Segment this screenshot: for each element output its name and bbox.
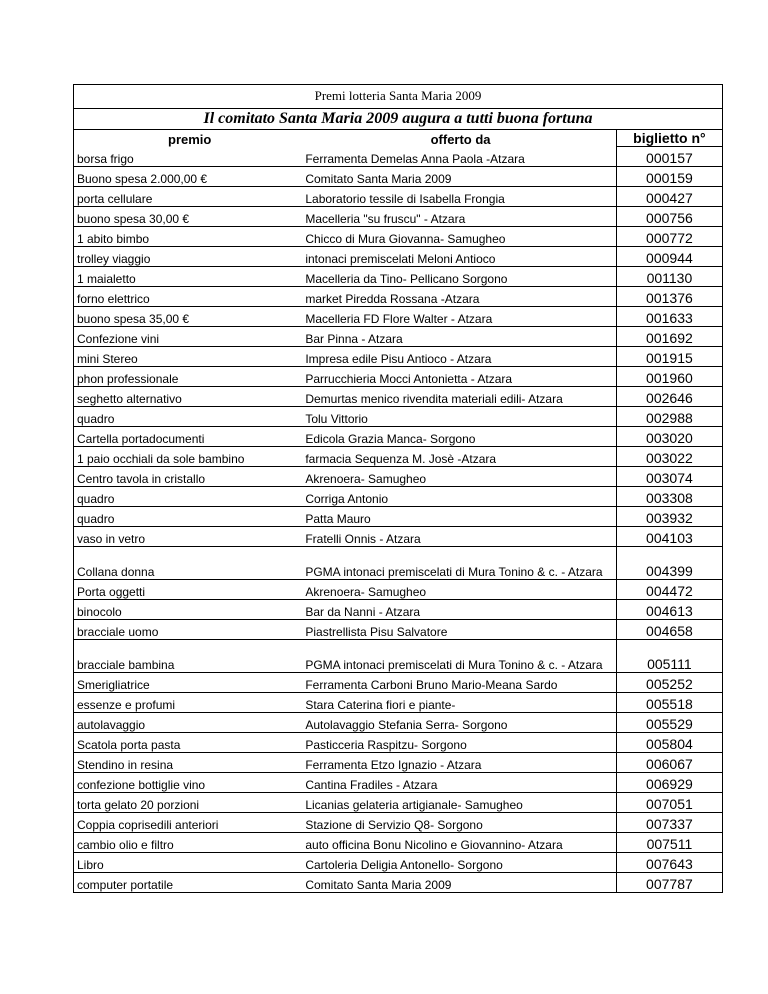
cell-offerto-da-text: Akrenoera- Samugheo — [305, 472, 427, 486]
cell-offerto-da-text: Parrucchieria Mocci Antonietta - Atzara — [305, 372, 513, 386]
cell-offerto-da — [302, 247, 616, 267]
cell-offerto-da-text: market Piredda Rossana -Atzara — [305, 292, 480, 306]
cell-offerto-da — [302, 793, 616, 813]
cell-premio: essenze e profumi — [74, 693, 303, 713]
cell-premio: mini Stereo — [74, 347, 303, 367]
cell-offerto-da — [302, 527, 616, 547]
sheet-subtitle: Il comitato Santa Maria 2009 augura a tutti buona fortuna — [73, 108, 723, 129]
cell-offerto-da-text: Piastrellista Pisu Salvatore — [305, 625, 448, 639]
cell-offerto-da-text: Laboratorio tessile di Isabella Frongia — [305, 192, 505, 206]
cell-premio: 1 paio occhiali da sole bambino — [74, 447, 303, 467]
cell-offerto-da — [302, 447, 616, 467]
cell-offerto-da-text: Impresa edile Pisu Antioco - Atzara — [305, 352, 492, 366]
cell-offerto-da — [302, 600, 616, 620]
table-row — [74, 347, 723, 367]
cell-offerto-da-text: Ferramenta Etzo Ignazio - Atzara — [305, 758, 482, 772]
cell-offerto-da-text: Chicco di Mura Giovanna- Samugheo — [305, 232, 506, 246]
cell-offerto-da-text: Ferramenta Carboni Bruno Mario-Meana Sardo — [305, 678, 558, 692]
cell-premio: Porta oggetti — [74, 580, 303, 600]
cell-premio: forno elettrico — [74, 287, 303, 307]
cell-biglietto: 004472 — [616, 580, 722, 600]
cell-premio: trolley viaggio — [74, 247, 303, 267]
column-header-biglietto: biglietto n° — [616, 130, 722, 147]
cell-biglietto: 003022 — [616, 447, 722, 467]
cell-offerto-da-text: Pasticceria Raspitzu- Sorgono — [305, 738, 467, 752]
table-row — [74, 367, 723, 387]
cell-offerto-da-text: Macelleria da Tino- Pellicano Sorgono — [305, 272, 508, 286]
cell-premio: borsa frigo — [74, 147, 303, 167]
cell-biglietto: 005518 — [616, 693, 722, 713]
cell-offerto-da — [302, 873, 616, 893]
column-header-offerto-da: offerto da — [302, 130, 616, 147]
table-row — [74, 147, 723, 167]
cell-premio: confezione bottiglie vino — [74, 773, 303, 793]
cell-premio: Coppia coprisedili anteriori — [74, 813, 303, 833]
cell-offerto-da — [302, 833, 616, 853]
cell-offerto-da-text: Comitato Santa Maria 2009 — [305, 172, 452, 186]
cell-biglietto: 002988 — [616, 407, 722, 427]
cell-biglietto: 006929 — [616, 773, 722, 793]
cell-offerto-da — [302, 547, 616, 580]
cell-biglietto: 000427 — [616, 187, 722, 207]
table-row — [74, 167, 723, 187]
cell-offerto-da-text: Patta Mauro — [305, 512, 371, 526]
cell-offerto-da — [302, 507, 616, 527]
table-row — [74, 227, 723, 247]
table-row — [74, 620, 723, 640]
cell-offerto-da-text: farmacia Sequenza M. Josè -Atzara — [305, 452, 497, 466]
table-row — [74, 673, 723, 693]
cell-biglietto: 003308 — [616, 487, 722, 507]
cell-offerto-da-text: Fratelli Onnis - Atzara — [305, 532, 421, 546]
table-row — [74, 813, 723, 833]
cell-offerto-da-text: Ferramenta Demelas Anna Paola -Atzara — [305, 152, 525, 166]
cell-premio: quadro — [74, 407, 303, 427]
prize-table — [73, 129, 723, 893]
cell-offerto-da-text: Comitato Santa Maria 2009 — [305, 878, 452, 892]
cell-offerto-da — [302, 407, 616, 427]
cell-offerto-da-text: Macelleria "su fruscu" - Atzara — [305, 212, 466, 226]
table-row — [74, 853, 723, 873]
cell-premio: vaso in vetro — [74, 527, 303, 547]
cell-biglietto: 005252 — [616, 673, 722, 693]
cell-offerto-da — [302, 580, 616, 600]
table-row — [74, 733, 723, 753]
cell-premio: quadro — [74, 507, 303, 527]
cell-offerto-da-text: Macelleria FD Flore Walter - Atzara — [305, 312, 493, 326]
cell-offerto-da — [302, 167, 616, 187]
cell-biglietto: 006067 — [616, 753, 722, 773]
cell-offerto-da — [302, 427, 616, 447]
cell-biglietto: 000756 — [616, 207, 722, 227]
cell-biglietto: 000944 — [616, 247, 722, 267]
cell-offerto-da — [302, 387, 616, 407]
table-row — [74, 600, 723, 620]
lottery-prize-sheet — [73, 84, 723, 893]
cell-premio: porta cellulare — [74, 187, 303, 207]
cell-biglietto: 005529 — [616, 713, 722, 733]
prize-table-body — [74, 147, 723, 893]
table-row — [74, 387, 723, 407]
cell-biglietto: 003020 — [616, 427, 722, 447]
cell-offerto-da-text: Corriga Antonio — [305, 492, 389, 506]
cell-biglietto: 007337 — [616, 813, 722, 833]
cell-premio: Confezione vini — [74, 327, 303, 347]
cell-offerto-da-text: PGMA intonaci premiscelati di Mura Tonino & c. - Atzara — [305, 565, 603, 579]
cell-premio: autolavaggio — [74, 713, 303, 733]
cell-offerto-da — [302, 620, 616, 640]
table-row — [74, 487, 723, 507]
cell-premio: phon professionale — [74, 367, 303, 387]
cell-offerto-da — [302, 467, 616, 487]
cell-biglietto: 001915 — [616, 347, 722, 367]
column-header-premio: premio — [74, 130, 303, 147]
cell-premio: 1 maialetto — [74, 267, 303, 287]
cell-biglietto: 007643 — [616, 853, 722, 873]
cell-biglietto: 000159 — [616, 167, 722, 187]
cell-offerto-da-text: Stara Caterina fiori e piante- — [305, 698, 456, 712]
cell-offerto-da — [302, 227, 616, 247]
table-row — [74, 527, 723, 547]
table-row — [74, 207, 723, 227]
cell-premio: binocolo — [74, 600, 303, 620]
cell-offerto-da — [302, 207, 616, 227]
table-row — [74, 327, 723, 347]
cell-offerto-da — [302, 287, 616, 307]
cell-offerto-da-text: PGMA intonaci premiscelati di Mura Tonino & c. - Atzara — [305, 658, 603, 672]
cell-premio: buono spesa 30,00 € — [74, 207, 303, 227]
cell-premio: Centro tavola in cristallo — [74, 467, 303, 487]
cell-offerto-da — [302, 713, 616, 733]
cell-offerto-da — [302, 347, 616, 367]
cell-biglietto: 004103 — [616, 527, 722, 547]
cell-offerto-da — [302, 327, 616, 347]
cell-premio: 1 abito bimbo — [74, 227, 303, 247]
cell-biglietto: 004658 — [616, 620, 722, 640]
cell-offerto-da-text: Autolavaggio Stefania Serra- Sorgono — [305, 718, 508, 732]
cell-premio: bracciale uomo — [74, 620, 303, 640]
cell-offerto-da-text: Demurtas menico rivendita materiali edili- Atzara — [305, 392, 563, 406]
cell-offerto-da — [302, 267, 616, 287]
table-row — [74, 873, 723, 893]
cell-offerto-da-text: intonaci premiscelati Meloni Antioco — [305, 252, 496, 266]
cell-premio: computer portatile — [74, 873, 303, 893]
cell-offerto-da-text: Licanias gelateria artigianale- Samugheo — [305, 798, 523, 812]
table-row — [74, 833, 723, 853]
table-row — [74, 427, 723, 447]
table-row — [74, 267, 723, 287]
table-row — [74, 287, 723, 307]
table-row — [74, 773, 723, 793]
cell-offerto-da-text: Akrenoera- Samugheo — [305, 585, 427, 599]
cell-biglietto: 004399 — [616, 547, 722, 580]
cell-biglietto: 003932 — [616, 507, 722, 527]
cell-premio: quadro — [74, 487, 303, 507]
cell-biglietto: 000157 — [616, 147, 722, 167]
cell-premio: cambio olio e filtro — [74, 833, 303, 853]
cell-biglietto: 001960 — [616, 367, 722, 387]
table-row — [74, 693, 723, 713]
cell-premio: Libro — [74, 853, 303, 873]
cell-offerto-da — [302, 673, 616, 693]
sheet-title: Premi lotteria Santa Maria 2009 — [73, 84, 723, 108]
cell-premio: Smerigliatrice — [74, 673, 303, 693]
cell-offerto-da — [302, 487, 616, 507]
cell-biglietto: 000772 — [616, 227, 722, 247]
cell-offerto-da-text: Cantina Fradiles - Atzara — [305, 778, 438, 792]
table-header-row — [74, 130, 723, 147]
table-row — [74, 793, 723, 813]
table-row — [74, 713, 723, 733]
cell-premio: buono spesa 35,00 € — [74, 307, 303, 327]
cell-offerto-da — [302, 367, 616, 387]
table-row — [74, 580, 723, 600]
cell-offerto-da-text: Edicola Grazia Manca- Sorgono — [305, 432, 476, 446]
cell-premio: Stendino in resina — [74, 753, 303, 773]
cell-offerto-da — [302, 640, 616, 673]
cell-biglietto: 001692 — [616, 327, 722, 347]
cell-biglietto: 007051 — [616, 793, 722, 813]
cell-offerto-da-text: Bar da Nanni - Atzara — [305, 605, 421, 619]
cell-offerto-da-text: Cartoleria Deligia Antonello- Sorgono — [305, 858, 503, 872]
cell-offerto-da — [302, 813, 616, 833]
cell-offerto-da — [302, 853, 616, 873]
cell-offerto-da — [302, 753, 616, 773]
cell-premio: seghetto alternativo — [74, 387, 303, 407]
cell-premio: torta gelato 20 porzioni — [74, 793, 303, 813]
cell-biglietto: 002646 — [616, 387, 722, 407]
cell-premio: Buono spesa 2.000,00 € — [74, 167, 303, 187]
table-row — [74, 187, 723, 207]
cell-biglietto: 004613 — [616, 600, 722, 620]
cell-premio: Collana donna — [74, 547, 303, 580]
cell-offerto-da — [302, 693, 616, 713]
cell-premio: Cartella portadocumenti — [74, 427, 303, 447]
table-row — [74, 753, 723, 773]
cell-biglietto: 001130 — [616, 267, 722, 287]
cell-biglietto: 007511 — [616, 833, 722, 853]
table-row — [74, 447, 723, 467]
cell-offerto-da-text: auto officina Bonu Nicolino e Giovannino- Atzara — [305, 838, 563, 852]
table-row — [74, 507, 723, 527]
table-row — [74, 407, 723, 427]
table-row — [74, 247, 723, 267]
cell-offerto-da-text: Bar Pinna - Atzara — [305, 332, 403, 346]
table-row — [74, 307, 723, 327]
cell-biglietto: 005111 — [616, 640, 722, 673]
cell-biglietto: 003074 — [616, 467, 722, 487]
cell-offerto-da — [302, 147, 616, 167]
table-row — [74, 467, 723, 487]
cell-offerto-da — [302, 187, 616, 207]
cell-biglietto: 005804 — [616, 733, 722, 753]
table-row — [74, 640, 723, 673]
cell-biglietto: 001633 — [616, 307, 722, 327]
cell-offerto-da-text: Tolu Vittorio — [305, 412, 368, 426]
cell-offerto-da-text: Stazione di Servizio Q8- Sorgono — [305, 818, 483, 832]
cell-biglietto: 001376 — [616, 287, 722, 307]
cell-offerto-da — [302, 773, 616, 793]
cell-biglietto: 007787 — [616, 873, 722, 893]
cell-premio: Scatola porta pasta — [74, 733, 303, 753]
cell-premio: bracciale bambina — [74, 640, 303, 673]
cell-offerto-da — [302, 307, 616, 327]
cell-offerto-da — [302, 733, 616, 753]
table-row — [74, 547, 723, 580]
